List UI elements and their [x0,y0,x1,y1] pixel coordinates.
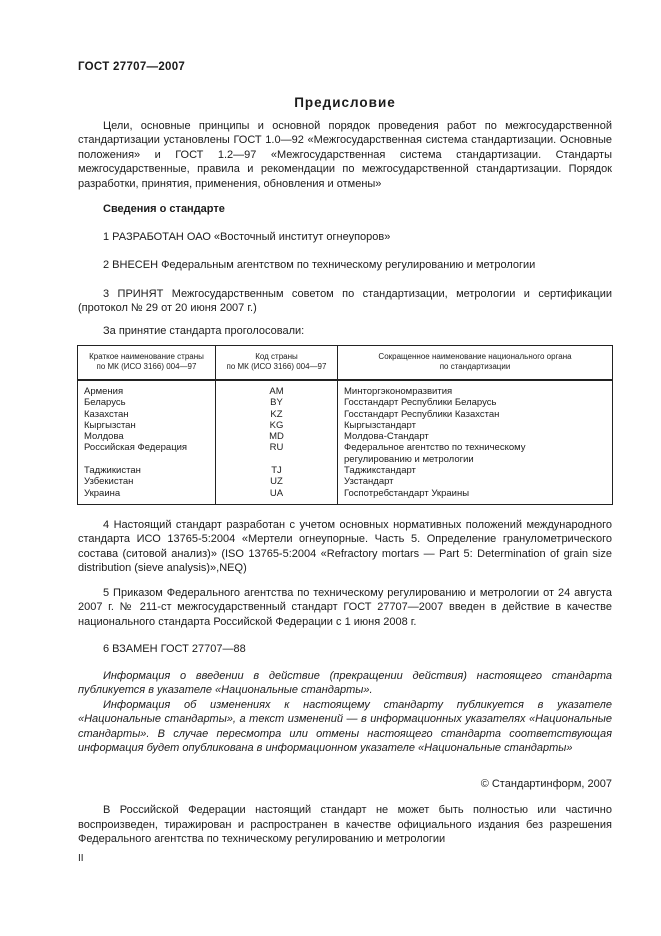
country-name-cell: Таджикистан [78,465,216,476]
table-header-row [78,346,613,381]
standard-info-heading: Сведения о стандарте [103,203,225,215]
country-name-cell: Армения [78,380,216,397]
page-number: II [78,852,84,864]
table-row [78,488,613,505]
country-code-cell: TJ [216,465,338,476]
table-row [78,420,613,431]
national-body-cell: Минторгэкономразвития [344,386,453,397]
clause-basis: 4 Настоящий стандарт разработан с учетом основных нормативных положений международного стандарта ИСО 13765-5:2004 «Мертели огнеупорные. Часть 5. Определение гранулометрического состава (ситовой анализ)» (ISO 13765-5:2004 «Refractory mortars — Part 5: Determination of grain size distribution (sieve analysis)»,NEQ) [78,518,612,575]
clause-adopted: 3 ПРИНЯТ Межгосударственным советом по стандартизации, метрологии и сертификации (протокол № 29 от 20 июня 2007 г.) [78,287,612,314]
table-row [78,476,613,487]
clause-developed: 1 РАЗРАБОТАН ОАО «Восточный институт огнеупоров» [103,230,391,243]
country-code-cell: KG [216,420,338,431]
country-name-cell: Кыргызстан [78,420,216,431]
col-header-country-code: Код страны по МК (ИСО 3166) 004—97 [216,346,338,381]
info-note-amendments: Информация об изменениях к настоящему стандарту публикуется в указателе «Национальные стандарты», а текст изменений — в информационных указателях «Национальные стандарты». В случае пересмотра или отмены настоящего стандарта соответствующая информация будет опубликована в информационном указателе «Национальные стандарты» [78,698,612,755]
national-body-cell: Молдова-Стандарт [344,431,429,443]
clause-submitted: 2 ВНЕСЕН Федеральным агентством по техническому регулированию и метрологии [103,259,536,271]
col-header-national-body: Сокращенное наименование национального органа по стандартизации [338,346,613,381]
country-name-cell: Молдова [78,431,216,442]
info-note-publication: Информация о введении в действие (прекращении действия) настоящего стандарта публикуется в указателе «Национальные стандарты». [78,669,612,697]
country-name-cell: Узбекистан [78,476,216,487]
clause-enacted: 5 Приказом Федерального агентства по техническому регулированию и метрологии от 24 августа 2007 г. № 211-ст межгосударственный стандарт ГОСТ 27707—2007 введен в действие в качестве национального стандарта Российской Федерации с 1 июня 2008 г. [78,586,612,628]
country-code-cell: UA [216,488,338,505]
national-body-cell: Госпотребстандарт Украины [344,487,470,499]
clause-replaces: 6 ВЗАМЕН ГОСТ 27707—88 [103,643,246,656]
country-code-cell: KZ [216,409,338,420]
copyright-line: © Стандартинформ, 2007 [480,777,612,790]
national-body-cell: Госстандарт Республики Казахстан [344,408,500,420]
table-row [78,442,613,465]
country-name-cell: Российская Федерация [78,442,216,465]
national-body-cell: Узстандарт [344,476,394,488]
country-code-cell: MD [216,431,338,442]
voting-table [77,345,613,505]
national-body-cell: Кыргызстандарт [344,419,416,431]
country-code-cell: BY [216,397,338,408]
table-row [78,409,613,420]
country-code-cell: UZ [216,476,338,487]
table-row [78,431,613,442]
country-name-cell: Украина [78,488,216,505]
intro-paragraph: Цели, основные принципы и основной порядок проведения работ по межгосударственной стандартизации установлены ГОСТ 1.0—92 «Межгосударственная система стандартизации. Основные положения» и ГОСТ 1.2—97 «Межгосударственная система стандартизации. Стандарты межгосударственные, правила и рекомендации по межгосударственной стандартизации. Порядок разработки, принятия, применения, обновления и отмены» [78,119,612,190]
country-code-cell: RU [216,442,338,465]
table-row [78,397,613,408]
table-row [78,465,613,476]
reproduction-restriction: В Российской Федерации настоящий стандарт не может быть полностью или частично воспроизведен, тиражирован и распространен в качестве официального издания без разрешения Федерального агентства по техническому регулированию и метрологии [78,804,612,846]
country-name-cell: Казахстан [78,409,216,420]
col-header-country-name: Краткое наименование страны по МК (ИСО 3166) 004—97 [78,346,216,381]
vote-intro-line: За принятие стандарта проголосовали: [103,324,305,337]
table-row [78,380,613,397]
doc-number: ГОСТ 27707—2007 [78,61,186,73]
page-title: Предисловие [294,94,396,110]
national-body-cell: Таджикстандарт [344,465,416,477]
national-body-cell: Федеральное агентство по техническому регулированию и метрологии [344,442,526,465]
national-body-cell: Госстандарт Республики Беларусь [344,397,497,409]
country-code-cell: AM [216,380,338,397]
country-name-cell: Беларусь [78,397,216,408]
